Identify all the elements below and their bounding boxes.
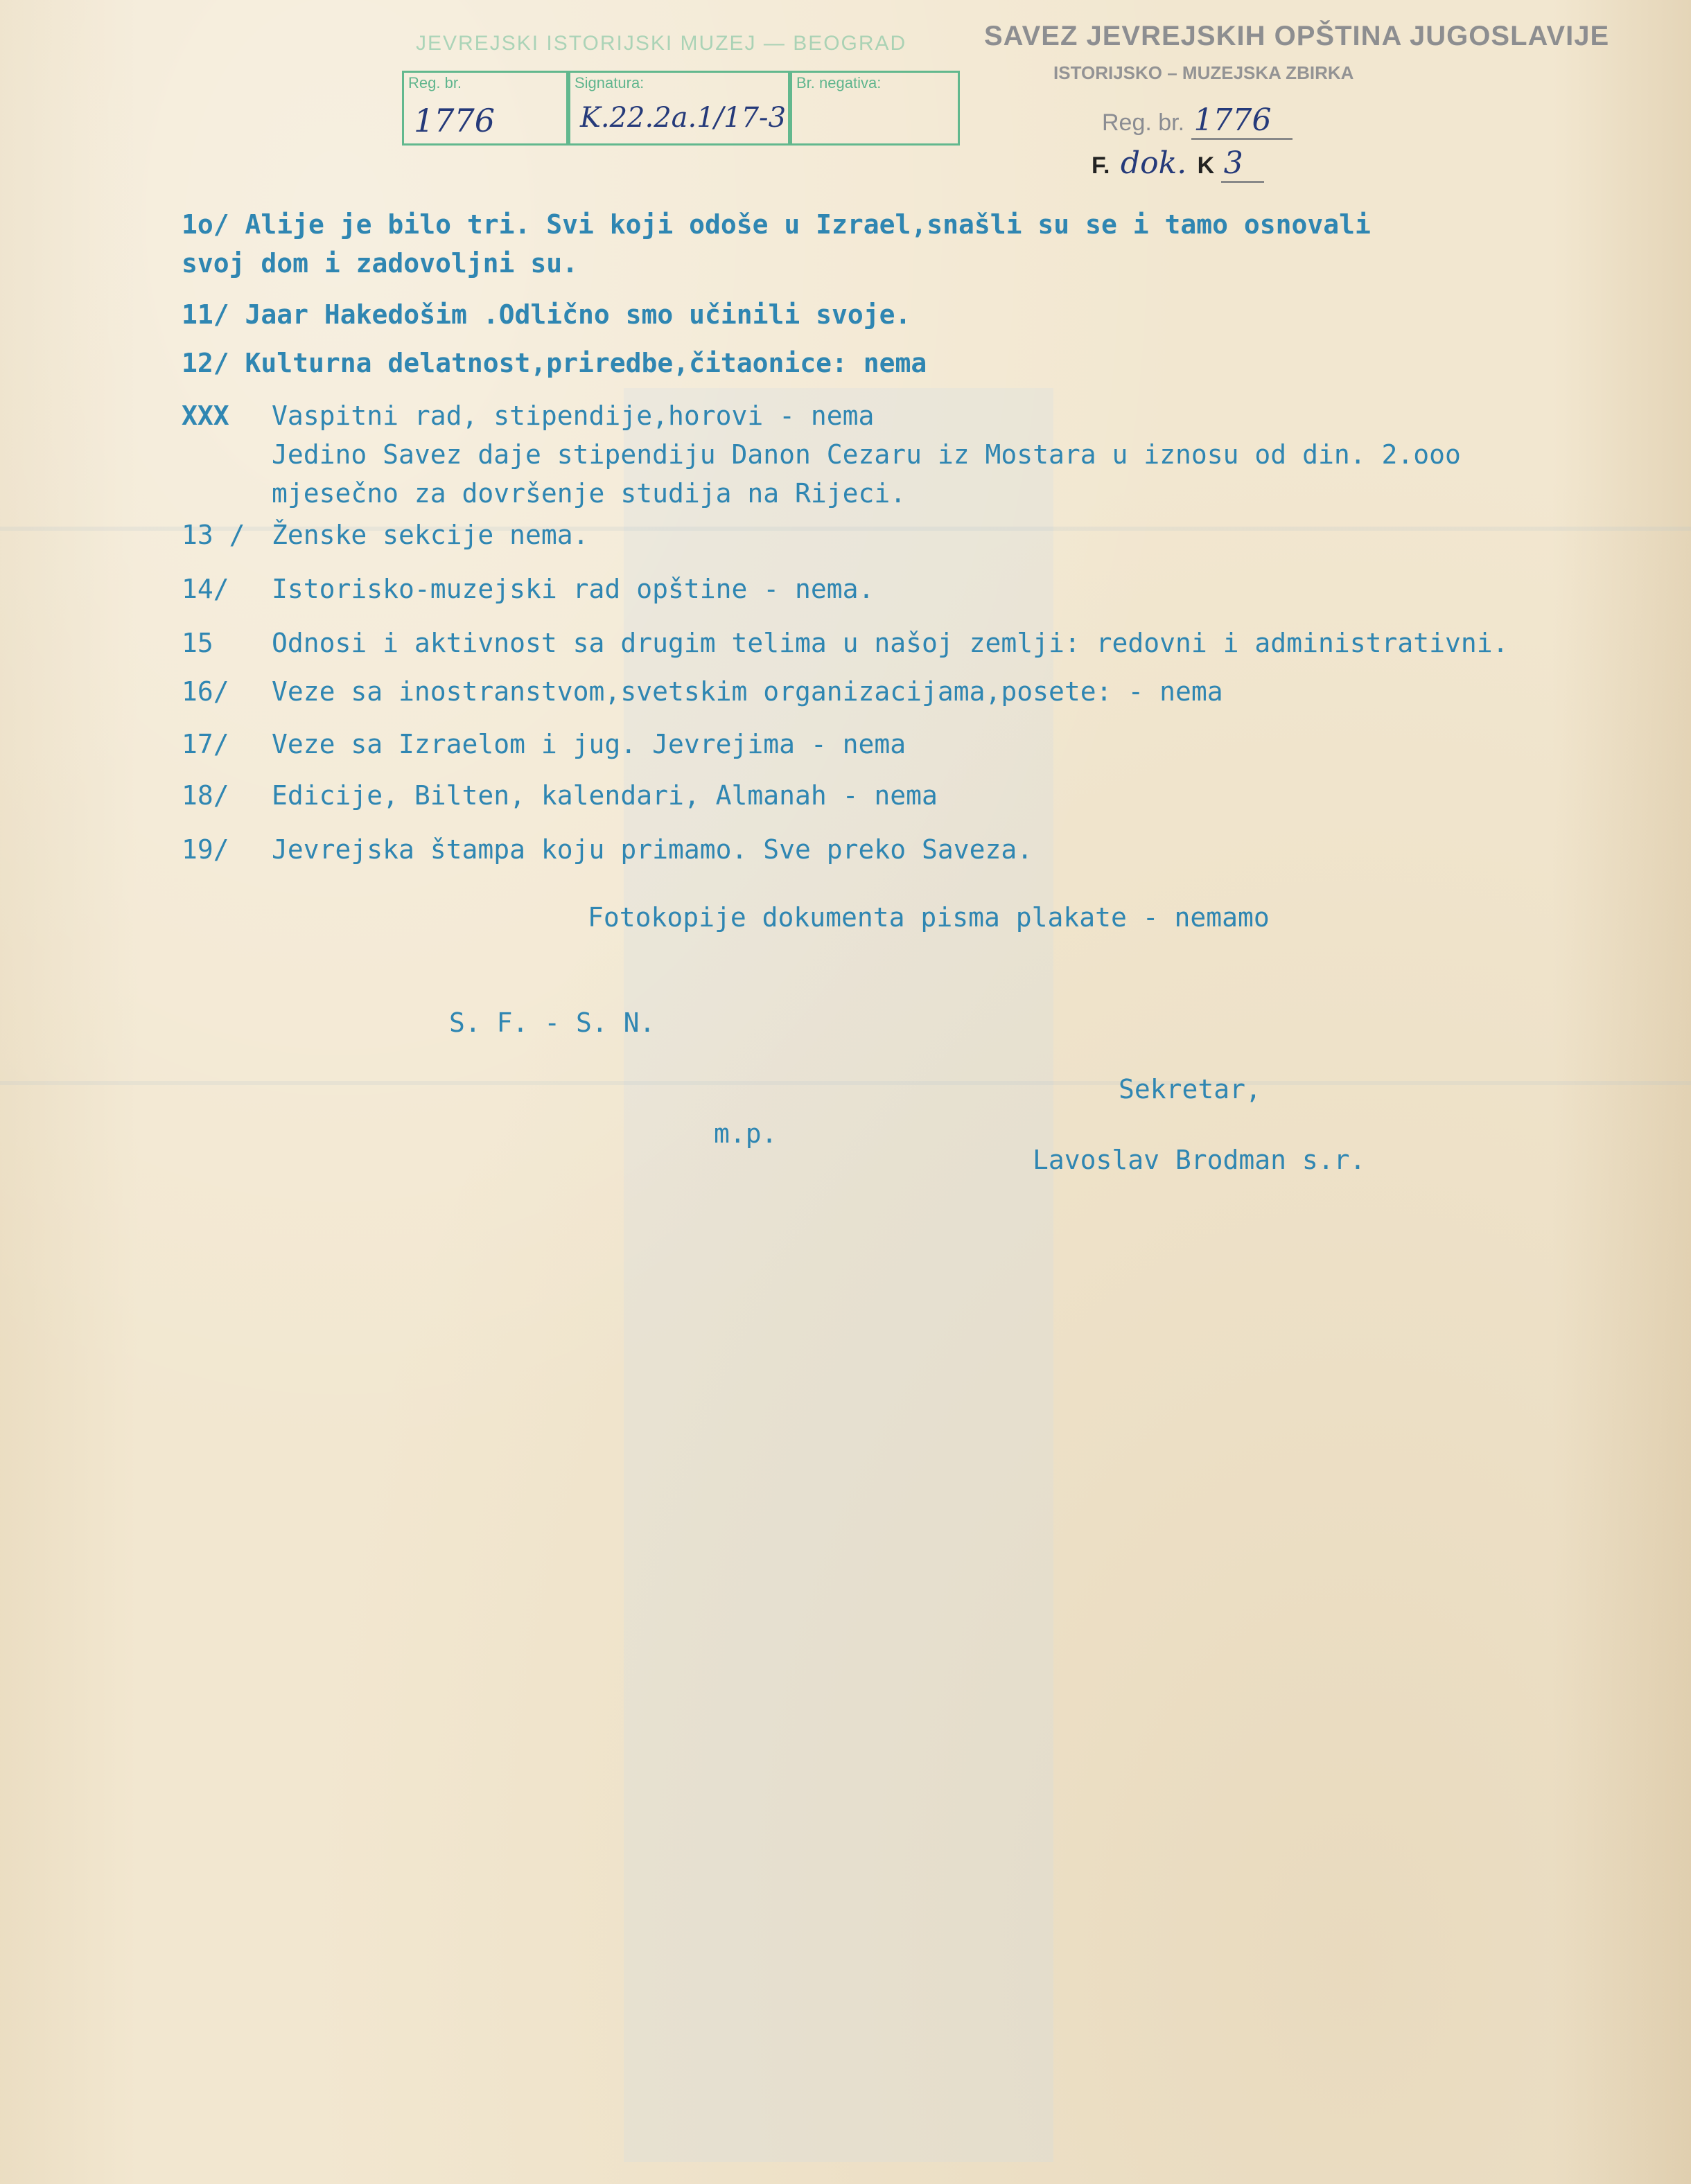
list-item-number: 15 bbox=[182, 628, 213, 658]
negative-number-label: Br. negativa: bbox=[796, 74, 882, 91]
list-item-number: 11/ bbox=[182, 299, 229, 330]
list-item-line: mjesečno za dovršenje studija na Rijeci. bbox=[272, 478, 906, 509]
list-item-text bbox=[272, 776, 938, 815]
list-item-text bbox=[182, 295, 911, 334]
secretary-title: Sekretar, bbox=[1119, 1074, 1261, 1104]
list-item-text bbox=[272, 570, 874, 608]
photocopies-note: Fotokopije dokumenta pisma plakate - nemamo bbox=[588, 902, 1270, 933]
list-item-line: 1o/ Alije je bilo tri. Svi koji odoše u Izrael,snašli su se i tamo osnovali bbox=[182, 209, 1371, 240]
list-item-text bbox=[182, 205, 1371, 283]
sf-sn-initials: S. F. - S. N. bbox=[449, 1007, 656, 1038]
seal-place-mp: m.p. bbox=[714, 1118, 778, 1149]
list-item-number-struck: XXX bbox=[182, 400, 229, 431]
museum-stamp-header: JEVREJSKI ISTORIJSKI MUZEJ — BEOGRAD bbox=[416, 32, 907, 55]
secretary-name: Lavoslav Brodman s.r. bbox=[1033, 1145, 1366, 1175]
list-item-text bbox=[272, 516, 589, 554]
list-item-line: Vaspitni rad, stipendije,horovi - nema bbox=[272, 400, 875, 431]
signatura-label: Signatura: bbox=[575, 74, 645, 91]
savez-reg-label: Reg. br. bbox=[1102, 109, 1185, 136]
list-item-number: 16/ bbox=[182, 676, 229, 707]
savez-dok-value: dok. bbox=[1120, 146, 1187, 181]
list-item-line: Odnosi i aktivnost sa drugim telima u našoj zemlji: redovni i administrativni. bbox=[272, 628, 1509, 658]
list-item-text bbox=[272, 725, 906, 764]
savez-reg-value: 1776 bbox=[1191, 103, 1293, 140]
list-item-line: Edicije, Bilten, kalendari, Almanah - nema bbox=[272, 780, 938, 811]
list-item-line: svoj dom i zadovoljni su. bbox=[182, 248, 578, 279]
list-item-line: Jaar Hakedošim .Odlično smo učinili svoje. bbox=[245, 299, 911, 330]
savez-k-value: 3 bbox=[1221, 146, 1264, 183]
list-item-number: 19/ bbox=[182, 834, 229, 865]
savez-stamp-subtitle: ISTORIJSKO – MUZEJSKA ZBIRKA bbox=[1053, 62, 1354, 83]
savez-stamp-title: SAVEZ JEVREJSKIH OPŠTINA JUGOSLAVIJE bbox=[984, 21, 1610, 51]
list-item-line: Veze sa inostranstvom,svetskim organizacijama,posete: - nema bbox=[272, 676, 1223, 707]
savez-f-label: F. bbox=[1092, 152, 1110, 179]
list-item-line: Jevrejska štampa koju primamo. Sve preko Saveza. bbox=[272, 834, 1033, 865]
list-item-number: 17/ bbox=[182, 729, 229, 759]
list-item-text bbox=[272, 396, 1461, 513]
list-item-number: 18/ bbox=[182, 780, 229, 811]
list-item-line: Jedino Savez daje stipendiju Danon Cezaru iz Mostara u iznosu od din. 2.ooo bbox=[272, 439, 1461, 470]
list-item-line: Veze sa Izraelom i jug. Jevrejima - nema bbox=[272, 729, 906, 759]
list-item-text bbox=[272, 672, 1223, 711]
reg-number-value: 1776 bbox=[414, 102, 496, 139]
list-item-text bbox=[272, 624, 1508, 662]
list-item-number: 1o/ bbox=[182, 209, 229, 240]
list-item-number: 12/ bbox=[182, 348, 229, 378]
reg-number-label: Reg. br. bbox=[408, 74, 462, 91]
signatura-value: K.22.2a.1/17-3 bbox=[580, 102, 787, 134]
list-item-line: Ženske sekcije nema. bbox=[272, 520, 589, 550]
list-item-line: Kulturna delatnost,priredbe,čitaonice: nema bbox=[245, 348, 927, 378]
list-item-text bbox=[182, 344, 927, 382]
list-item-number: 13 / bbox=[182, 520, 245, 550]
list-item-line: Istorisko-muzejski rad opštine - nema. bbox=[272, 574, 875, 604]
list-item-number: 14/ bbox=[182, 574, 229, 604]
savez-k-label: K bbox=[1197, 152, 1215, 179]
list-item-text bbox=[272, 830, 1033, 869]
